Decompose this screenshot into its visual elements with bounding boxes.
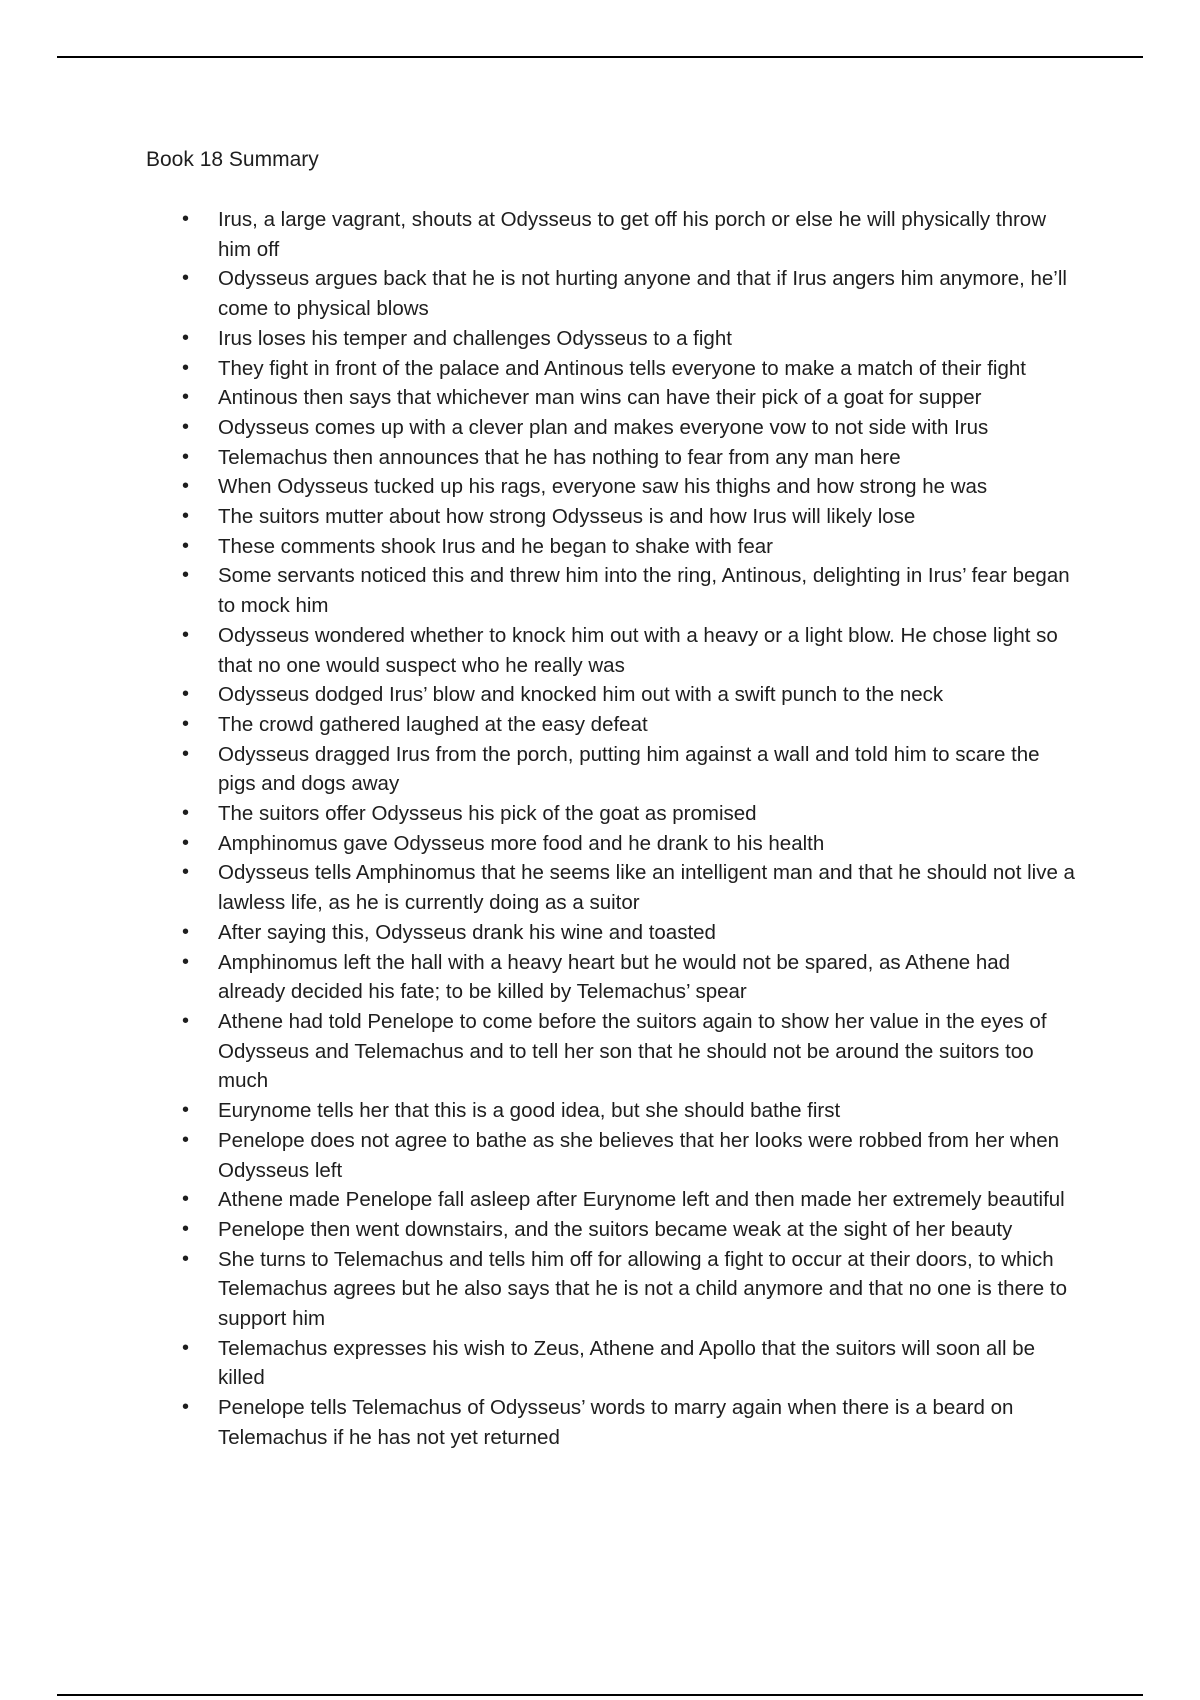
list-item: • Antinous then says that whichever man wins can have their pick of a goat for supper [146, 383, 1076, 413]
list-item: • Athene had told Penelope to come before the suitors again to show her value in the eyes of Odysseus and Telemachus and to tell her son that he should not be around the suitors too much [146, 1007, 1076, 1096]
list-item: • When Odysseus tucked up his rags, everyone saw his thighs and how strong he was [146, 472, 1076, 502]
list-item: • Penelope tells Telemachus of Odysseus’ words to marry again when there is a beard on Telemachus if he has not yet returned [146, 1393, 1076, 1452]
list-item: • Athene made Penelope fall asleep after Eurynome left and then made her extremely beautiful [146, 1185, 1076, 1215]
list-item: • Penelope does not agree to bathe as she believes that her looks were robbed from her when Odysseus left [146, 1126, 1076, 1185]
list-item: • Odysseus wondered whether to knock him out with a heavy or a light blow. He chose light so that no one would suspect who he really was [146, 621, 1076, 680]
list-item: • The suitors mutter about how strong Odysseus is and how Irus will likely lose [146, 502, 1076, 532]
list-item: • Odysseus argues back that he is not hurting anyone and that if Irus angers him anymore, he’ll come to physical blows [146, 264, 1076, 323]
list-item: • Eurynome tells her that this is a good idea, but she should bathe first [146, 1096, 1076, 1126]
list-item: • After saying this, Odysseus drank his wine and toasted [146, 918, 1076, 948]
footer-rule [57, 1694, 1143, 1696]
list-item: • Odysseus tells Amphinomus that he seems like an intelligent man and that he should not live a lawless life, as he is currently doing as a suitor [146, 858, 1076, 917]
list-item: • Some servants noticed this and threw him into the ring, Antinous, delighting in Irus’ fear began to mock him [146, 561, 1076, 620]
list-item: • Odysseus comes up with a clever plan and makes everyone vow to not side with Irus [146, 413, 1076, 443]
header-rule [57, 56, 1143, 58]
list-item: • Irus loses his temper and challenges Odysseus to a fight [146, 324, 1076, 354]
list-item: • The crowd gathered laughed at the easy defeat [146, 710, 1076, 740]
list-item: • Telemachus then announces that he has nothing to fear from any man here [146, 443, 1076, 473]
list-item: • She turns to Telemachus and tells him off for allowing a fight to occur at their doors, to which Telemachus agrees but he also says that he is not a child anymore and that no one is there to support him [146, 1245, 1076, 1334]
list-item: • Telemachus expresses his wish to Zeus, Athene and Apollo that the suitors will soon all be killed [146, 1334, 1076, 1393]
page-title: Book 18 Summary [146, 148, 319, 171]
list-item: • Amphinomus left the hall with a heavy heart but he would not be spared, as Athene had already decided his fate; to be killed by Telemachus’ spear [146, 948, 1076, 1007]
list-item: • The suitors offer Odysseus his pick of the goat as promised [146, 799, 1076, 829]
list-item: • Amphinomus gave Odysseus more food and he drank to his health [146, 829, 1076, 859]
list-item: • Odysseus dodged Irus’ blow and knocked him out with a swift punch to the neck [146, 680, 1076, 710]
list-item: • Irus, a large vagrant, shouts at Odysseus to get off his porch or else he will physically throw him off [146, 205, 1076, 264]
list-item: • Odysseus dragged Irus from the porch, putting him against a wall and told him to scare the pigs and dogs away [146, 740, 1076, 799]
summary-list [146, 205, 1076, 1453]
list-item: • These comments shook Irus and he began to shake with fear [146, 532, 1076, 562]
list-item: • Penelope then went downstairs, and the suitors became weak at the sight of her beauty [146, 1215, 1076, 1245]
list-item: • They fight in front of the palace and Antinous tells everyone to make a match of their fight [146, 354, 1076, 384]
